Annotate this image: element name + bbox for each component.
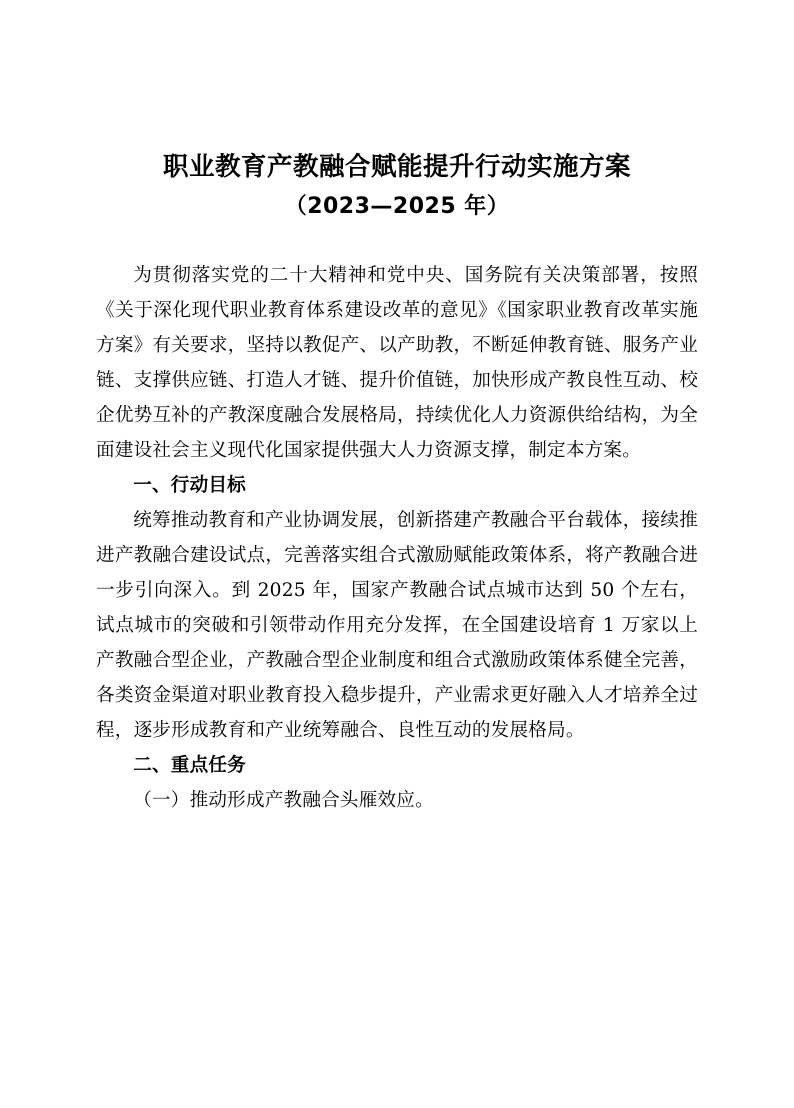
page-subtitle: （2023—2025 年） — [284, 194, 510, 220]
section-heading-key-tasks: 二、重点任务 — [133, 754, 246, 776]
section-heading-action-goals: 一、行动目标 — [133, 475, 246, 497]
preamble-paragraph: 为贯彻落实党的二十大精神和党中央、国务院有关决策部署，按照《关于深化现代职业教育体系建设改革的意见》《国家职业教育改革实施方案》有关要求，坚持以教促产、以产助教，不断延伸教育链、服务产业链、支撑供应链、打造人才链、提升价值链，加快形成产教良性互动、校企优势互补的产教深度融合发展格局，持续优化人力资源供给结构，为全面建设社会主义现代化国家提供强大人力资源支撑，制定本方案。 — [96, 265, 698, 462]
key-task-item-1: （一）推动形成产教融合头雁效应。 — [133, 789, 434, 811]
action-goals-paragraph: 统筹推动教育和产业协调发展，创新搭建产教融合平台载体，接续推进产教融合建设试点，完善落实组合式激励赋能政策体系，将产教融合进一步引向深入。到 2025 年，国家产教融合试点城市达到 50 个左右，试点城市的突破和引领带动作用充分发挥，在全国建设培育 1 万家以上产教融合型企业，产教融合型企业制度和组合式激励政策体系健全完善，各类资金渠道对职业教育投入稳步提升，产业需求更好融入人才培养全过程，逐步形成教育和产业统筹融合、良性互动的发展格局。 — [96, 510, 698, 741]
page-title: 职业教育产教融合赋能提升行动实施方案 — [162, 152, 631, 182]
document-body — [96, 259, 698, 818]
